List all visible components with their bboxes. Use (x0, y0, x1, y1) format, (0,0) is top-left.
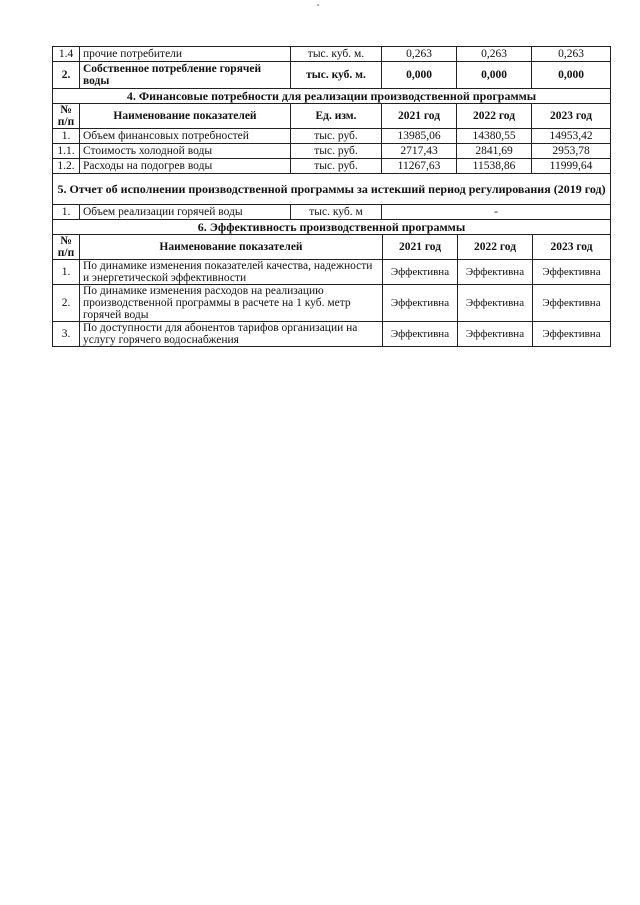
value-2021: Эффективна (383, 322, 458, 347)
section-4-title: 4. Финансовые потребности для реализации производственной программы (53, 89, 611, 104)
row-name: По доступности для абонентов тарифов организации на услугу горячего водоснабжения (80, 322, 383, 347)
value-2023: Эффективна (533, 260, 611, 285)
row-number: 1.2. (53, 159, 80, 174)
row-name: Стоимость холодной воды (80, 144, 291, 159)
table-row (53, 285, 611, 322)
value-2022: Эффективна (458, 322, 533, 347)
header-2021: 2021 год (382, 104, 457, 129)
value-2021: Эффективна (383, 260, 458, 285)
value-2023: Эффективна (533, 285, 611, 322)
section-5-title: 5. Отчет об исполнении производственной программы за истекший период регулирования (2019 год) (53, 174, 611, 205)
header-name: Наименование показателей (80, 235, 383, 260)
row-unit: тыс. руб. (291, 159, 382, 174)
value-2023: 2953,78 (532, 144, 611, 159)
header-2021: 2021 год (383, 235, 458, 260)
row-unit: тыс. куб. м. (291, 47, 382, 62)
header-number: № п/п (53, 104, 80, 129)
row-unit: тыс. руб. (291, 129, 382, 144)
header-2023: 2023 год (532, 104, 611, 129)
row-number: 2. (53, 285, 80, 322)
header-number: № п/п (53, 235, 80, 260)
header-name: Наименование показателей (80, 104, 291, 129)
table-row (53, 322, 611, 347)
value-2021: 0,263 (382, 47, 457, 62)
table-row (53, 47, 611, 62)
value-2022: 0,263 (457, 47, 532, 62)
value-2023: 0,263 (532, 47, 611, 62)
row-number: 2. (53, 62, 80, 89)
value-2021: 0,000 (382, 62, 457, 89)
section-6-title: 6. Эффективность производственной программы (53, 220, 611, 235)
section-title-row (53, 174, 611, 205)
row-unit: тыс. куб. м (291, 205, 382, 220)
row-number: 1. (53, 260, 80, 285)
table-row (53, 144, 611, 159)
value-2023: Эффективна (533, 322, 611, 347)
row-name: По динамике изменения показателей качества, надежности и энергетической эффективности (80, 260, 383, 285)
table-row (53, 260, 611, 285)
header-unit: Ед. изм. (291, 104, 382, 129)
row-name: Расходы на подогрев воды (80, 159, 291, 174)
report-value: - (382, 205, 611, 220)
section-title-row (53, 89, 611, 104)
row-name: По динамике изменения расходов на реализацию производственной программы в расчете на 1 куб. метр горячей воды (80, 285, 383, 322)
row-name: Объем финансовых потребностей (80, 129, 291, 144)
row-number: 3. (53, 322, 80, 347)
row-name: Объем реализации горячей воды (80, 205, 291, 220)
header-row (53, 104, 611, 129)
value-2022: 0,000 (457, 62, 532, 89)
efficiency-table (52, 234, 611, 347)
row-unit: тыс. руб. (291, 144, 382, 159)
table-row (53, 62, 611, 89)
header-row (53, 235, 611, 260)
value-2022: Эффективна (458, 260, 533, 285)
value-2022: Эффективна (458, 285, 533, 322)
value-2021: 11267,63 (382, 159, 457, 174)
row-unit: тыс. куб. м. (291, 62, 382, 89)
header-2022: 2022 год (458, 235, 533, 260)
header-2022: 2022 год (457, 104, 532, 129)
value-2021: 13985,06 (382, 129, 457, 144)
row-number: 1.1. (53, 144, 80, 159)
value-2023: 11999,64 (532, 159, 611, 174)
scan-speck (317, 4, 319, 6)
value-2022: 2841,69 (457, 144, 532, 159)
table-row (53, 205, 611, 220)
main-table (52, 46, 611, 235)
table-row (53, 129, 611, 144)
header-2023: 2023 год (533, 235, 611, 260)
row-number: 1. (53, 205, 80, 220)
row-name: Собственное потребление горячей воды (80, 62, 291, 89)
value-2021: 2717,43 (382, 144, 457, 159)
value-2022: 14380,55 (457, 129, 532, 144)
value-2021: Эффективна (383, 285, 458, 322)
row-number: 1.4 (53, 47, 80, 62)
value-2023: 0,000 (532, 62, 611, 89)
row-number: 1. (53, 129, 80, 144)
row-name: прочие потребители (80, 47, 291, 62)
table-row (53, 159, 611, 174)
document-page (52, 46, 610, 347)
value-2023: 14953,42 (532, 129, 611, 144)
section-title-row (53, 220, 611, 235)
value-2022: 11538,86 (457, 159, 532, 174)
